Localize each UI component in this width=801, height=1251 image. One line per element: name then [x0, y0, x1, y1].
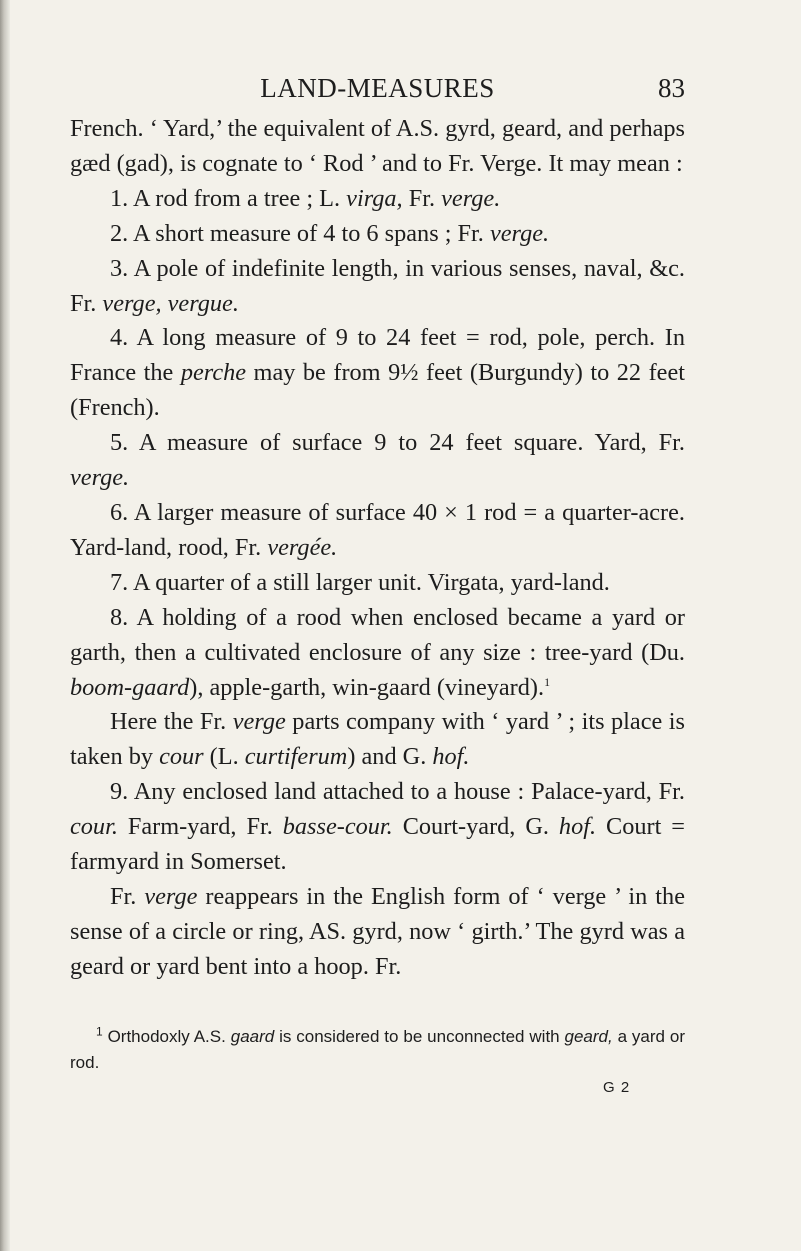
italic-term: curtiferum	[244, 743, 348, 771]
paragraph	[70, 182, 685, 217]
text-run: ), apple-garth, win-gaard (vineyard).	[189, 673, 545, 701]
italic-term: basse-cour.	[282, 813, 393, 841]
text-run: ) and G.	[347, 743, 433, 771]
running-head: LAND-MEASURES	[260, 73, 495, 103]
italic-term: hof.	[558, 813, 597, 841]
text-run: 4. A long measure of 9 to 24 feet = rod, pole, perch. In France the	[70, 324, 685, 387]
text-run: reappears in the English form of ‘ verge ’ in the sense of a circle or ring, AS. gyrd, now ‘ girth.’ The gyrd was a geard or yard bent into a hoop. Fr.	[70, 882, 685, 980]
italic-term: verge.	[70, 464, 130, 492]
text-run: 5. A measure of surface 9 to 24 feet square. Yard, Fr.	[110, 429, 685, 457]
text-run: 7. A quarter of a still larger unit. Virgata, yard-land.	[110, 568, 610, 596]
text-run: (L.	[203, 743, 245, 771]
italic-term: verge, vergue.	[102, 289, 239, 317]
italic-term: boom-gaard	[70, 673, 190, 701]
text-run: 8. A holding of a rood when enclosed became a yard or garth, then a cultivated enclosure of any size : tree-yard (Du.	[70, 603, 685, 666]
italic-term: perche	[180, 359, 247, 387]
paragraph	[70, 705, 685, 775]
text-run: Fr.	[402, 184, 442, 212]
text-run: Here the Fr.	[110, 708, 233, 736]
paragraph	[70, 426, 685, 496]
italic-term: cour	[159, 743, 204, 771]
text-run: a yard or rod.	[70, 1027, 686, 1072]
book-spine-shadow	[0, 0, 10, 1251]
italic-term: verge	[232, 708, 286, 736]
paragraph	[70, 496, 685, 566]
body-text	[70, 112, 685, 985]
italic-term: vergée.	[267, 533, 338, 561]
text-run: Fr.	[110, 882, 145, 910]
italic-term: verge.	[441, 184, 501, 212]
text-run: Court = farmyard in Somerset.	[70, 813, 685, 876]
text-run: French. ‘ Yard,’ the equivalent of A.S. gyrd, geard, and perhaps gæd (gad), is cognate to ‘ Rod ’ and to Fr. Verge. It may mean :	[70, 115, 685, 177]
footnote-text	[70, 1024, 685, 1076]
footnote-marker: 1	[544, 674, 551, 689]
text-run: may be from 9½ feet (Burgundy) to 22 feet (French).	[70, 359, 685, 422]
paragraph	[70, 217, 685, 252]
text-run: 9. Any enclosed land attached to a house : Palace-yard, Fr.	[110, 778, 685, 806]
paragraph	[70, 321, 685, 426]
text-run: Orthodoxly A.S.	[102, 1027, 231, 1046]
paragraph	[70, 566, 685, 601]
text-run: 1. A rod from a tree ; L.	[110, 184, 347, 212]
paragraph	[70, 112, 685, 182]
italic-term: hof.	[432, 743, 470, 771]
text-run: 2. A short measure of 4 to 6 spans ; Fr.	[110, 219, 490, 247]
italic-term: verge	[144, 882, 198, 910]
footnote	[70, 1024, 685, 1076]
page-number: 83	[658, 73, 685, 103]
text-run: 3. A pole of indefinite length, in various senses, naval, &c. Fr.	[70, 254, 685, 317]
text-run: parts company with ‘ yard ’ ; its place is taken by	[70, 708, 685, 771]
text-run: Court-yard, G.	[392, 813, 559, 841]
italic-term: cour.	[70, 813, 118, 841]
italic-term: verge.	[489, 219, 550, 247]
paragraph	[70, 880, 685, 985]
text-run: 6. A larger measure of surface 40 × 1 rod = a quarter-acre. Yard-land, rood, Fr.	[70, 498, 685, 561]
page-header	[70, 68, 685, 108]
paragraph	[70, 601, 685, 706]
italic-term: geard,	[564, 1027, 613, 1046]
signature-mark: G 2	[603, 1079, 631, 1096]
italic-term: gaard	[230, 1027, 275, 1046]
italic-term: virga,	[346, 184, 403, 212]
text-run: Farm-yard, Fr.	[117, 813, 283, 841]
footnote-marker: 1	[96, 1024, 103, 1039]
paragraph	[70, 775, 685, 880]
paragraph	[70, 252, 685, 322]
text-run: is considered to be unconnected with	[274, 1027, 565, 1046]
